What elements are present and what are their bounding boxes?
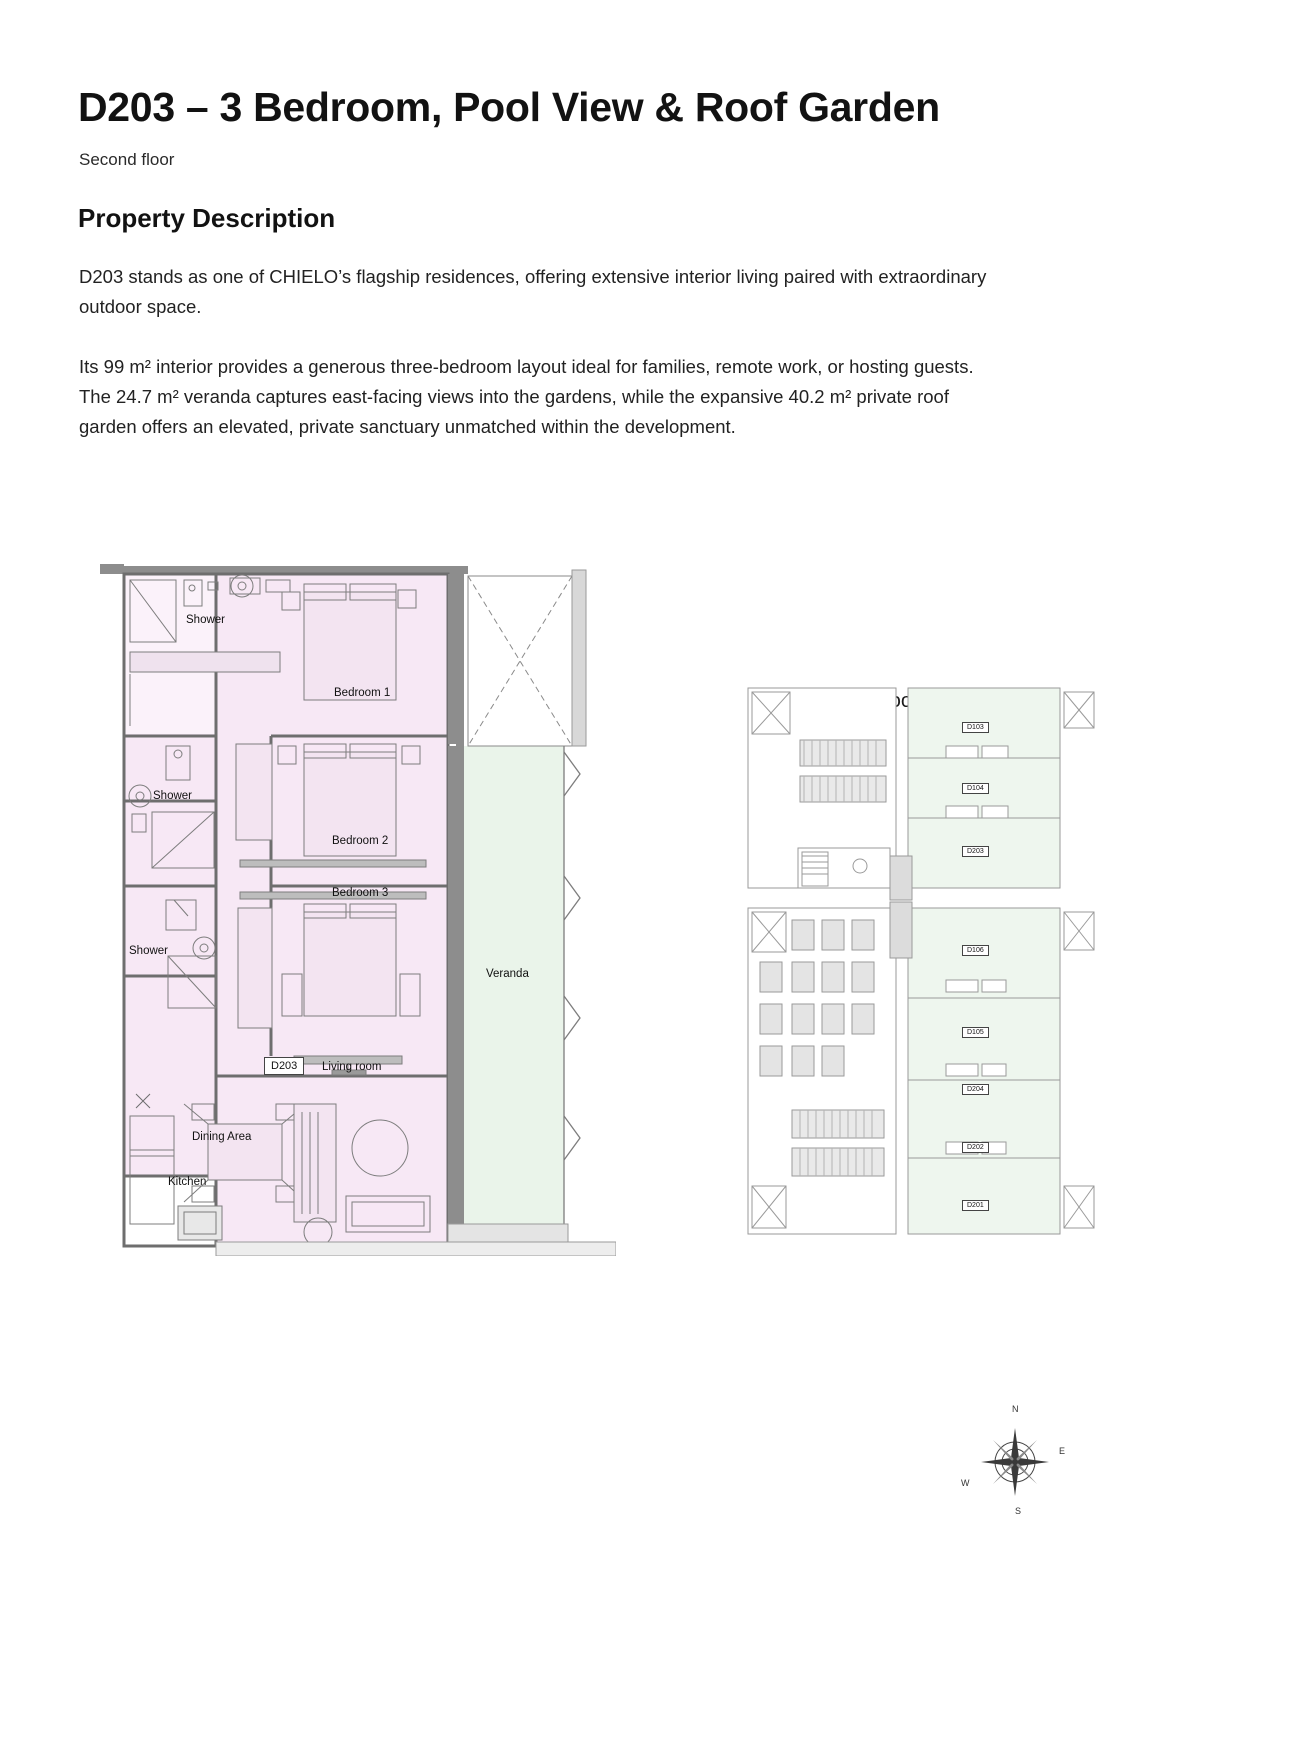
compass-rose: [955, 1400, 1075, 1520]
roof-unit-tag-3: D203: [962, 846, 989, 857]
room-label-veranda: Veranda: [486, 968, 529, 980]
room-label-bedroom-1: Bedroom 1: [334, 687, 391, 699]
room-label-dining-area: Dining Area: [192, 1131, 252, 1143]
roof-garden-plan: [740, 680, 1100, 1300]
compass-label-north: N: [1012, 1404, 1019, 1414]
unit-floor-plan: [96, 556, 616, 1256]
roof-unit-tag-2: D104: [962, 783, 989, 794]
roof-garden-plan-drawing: [740, 680, 1100, 1300]
compass-label-east: E: [1059, 1446, 1066, 1456]
room-label-shower-2: Shower: [153, 790, 192, 802]
roof-unit-tag-7: D202: [962, 1142, 989, 1153]
page-title: D203 – 3 Bedroom, Pool View & Roof Garden: [78, 84, 940, 130]
description-paragraph-2: Its 99 m² interior provides a generous three-bedroom layout ideal for families, remote work, or hosting guests. The 24.7 m² veranda captures east-facing views into the gardens, while the expansive 40.2 m² private roof garden offers an elevated, private sanctuary unmatched within the development.: [79, 356, 974, 437]
room-label-bedroom-3: Bedroom 3: [332, 887, 389, 899]
room-label-living-room: Living room: [322, 1061, 382, 1073]
compass-label-south: S: [1015, 1506, 1022, 1516]
room-label-shower-1: Shower: [186, 614, 225, 626]
compass-label-west: W: [961, 1478, 970, 1488]
roof-unit-tag-1: D103: [962, 722, 989, 733]
roof-unit-tag-6: D204: [962, 1084, 989, 1095]
page-subtitle: Second floor: [79, 150, 175, 169]
compass-icon: [955, 1400, 1075, 1520]
unit-tag-d203: D203: [264, 1057, 304, 1075]
room-label-shower-3: Shower: [129, 945, 168, 957]
roof-unit-tag-8: D201: [962, 1200, 989, 1211]
description-paragraph-1: D203 stands as one of CHIELO’s flagship residences, offering extensive interior living paired with extraordinary outdoor space.: [79, 266, 987, 317]
room-label-kitchen: Kitchen: [168, 1176, 207, 1188]
roof-unit-tag-4: D106: [962, 945, 989, 956]
unit-floor-plan-drawing: [96, 556, 616, 1256]
section-heading-property-description: Property Description: [78, 203, 336, 233]
roof-unit-tag-5: D105: [962, 1027, 989, 1038]
room-label-bedroom-2: Bedroom 2: [332, 835, 389, 847]
